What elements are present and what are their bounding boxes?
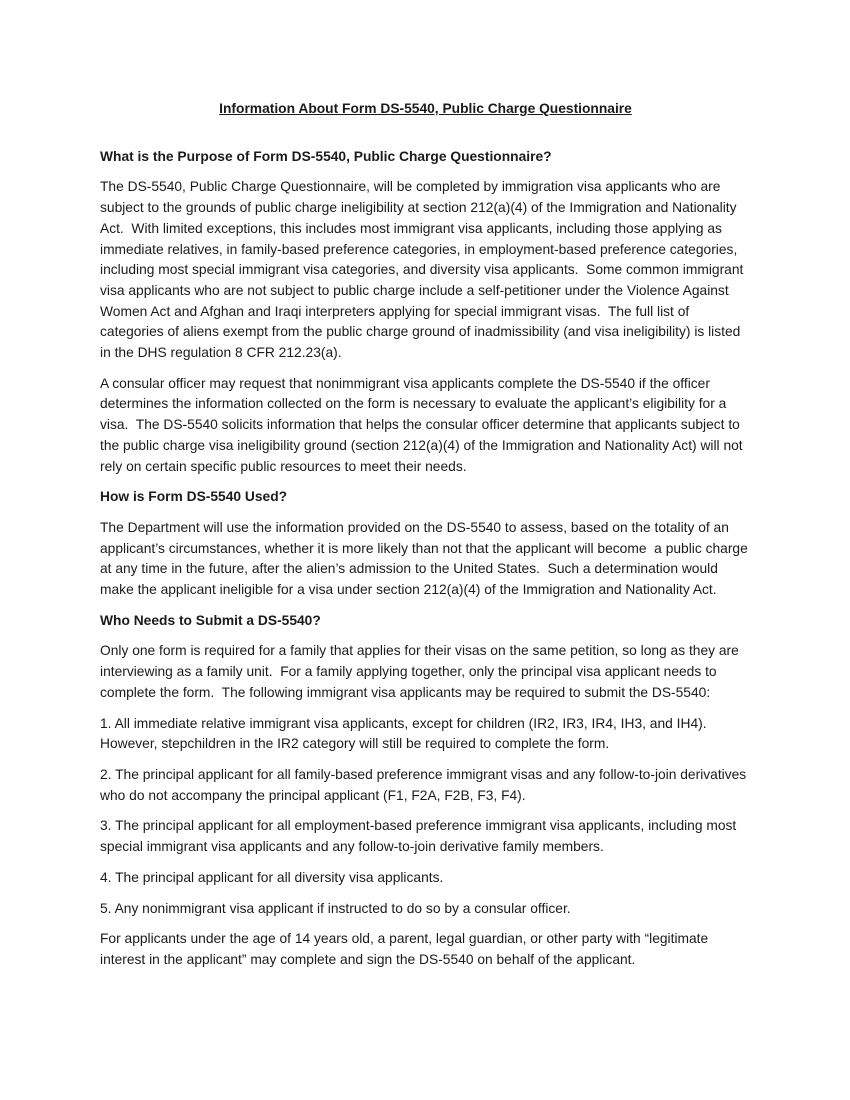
- section-heading-how-used: How is Form DS-5540 Used?: [100, 489, 288, 505]
- paragraph-under-14: For applicants under the age of 14 years old, a parent, legal guardian, or other party with “legitimate interest in the applicant” may complete and sign the DS-5540 on behalf of the applicant.: [100, 931, 713, 967]
- list-item-2: 2. The principal applicant for all family-based preference immigrant visas and any follow-to-join derivatives who do not accompany the principal applicant (F1, F2A, F2B, F3, F4).: [100, 766, 751, 803]
- section-heading-who-submits: Who Needs to Submit a DS-5540?: [100, 612, 321, 628]
- paragraph-who-completes: The DS-5540, Public Charge Questionnaire, will be completed by immigration visa applicants who are subject to the grounds of public charge ineligibility at section 212(a)(4) of the Immigration and Nationality Act. With limited exceptions, this includes most immigrant visa applicants, including those applying as immediate relatives, in family-based preference categories, in employment-based preference categories, including most special immigrant visa categories, and diversity visa applicants. Some common immigrant visa applicants who are not subject to public charge include a self-petitioner under the Violence Against Women Act and Afghan and Iraqi interpreters applying for special immigrant visas. The full list of categories of aliens exempt from the public charge ground of inadmissibility (and visa ineligibility) is listed in the DHS regulation 8 CFR 212.23(a).: [100, 179, 748, 361]
- paragraph-consular-officer: A consular officer may request that nonimmigrant visa applicants complete the DS-5540 if the officer determines the information collected on the form is necessary to evaluate the applicant’s eligibility for a visa. The DS-5540 solicits information that helps the consular officer determine that applicants subject to the public charge visa ineligibility ground (section 212(a)(4) of the Immigration and Nationality Act) will not rely on certain specific public resources to meet their needs.: [100, 375, 747, 474]
- document-title: Information About Form DS-5540, Public Charge Questionnaire: [219, 101, 632, 116]
- list-item-4: 4. The principal applicant for all diversity visa applicants.: [100, 869, 444, 885]
- paragraph-department-use: The Department will use the information provided on the DS-5540 to assess, based on the totality of an applicant’s circumstances, whether it is more likely than not that the applicant will become a public charge at any time in the future, after the alien’s admission to the United States. Such a determination would make the applicant ineligible for a visa under section 212(a)(4) of the Immigration and Nationality Act.: [100, 519, 752, 598]
- list-item-3: 3. The principal applicant for all employment-based preference immigrant visa applicants, including most special immigrant visa applicants and any follow-to-join derivative family members.: [100, 818, 741, 855]
- list-item-1: 1. All immediate relative immigrant visa applicants, except for children (IR2, IR3, IR4, IH3, and IH4). However, stepchildren in the IR2 category will still be required to complete the form.: [100, 715, 711, 752]
- list-item-5: 5. Any nonimmigrant visa applicant if instructed to do so by a consular officer.: [100, 900, 571, 916]
- section-heading-purpose: What is the Purpose of Form DS-5540, Public Charge Questionnaire?: [100, 148, 552, 164]
- paragraph-family-form: Only one form is required for a family that applies for their visas on the same petition, so long as they are interviewing as a family unit. For a family applying together, only the principal visa applicant needs to complete the form. The following immigrant visa applicants may be required to submit the DS-5540:: [100, 643, 743, 700]
